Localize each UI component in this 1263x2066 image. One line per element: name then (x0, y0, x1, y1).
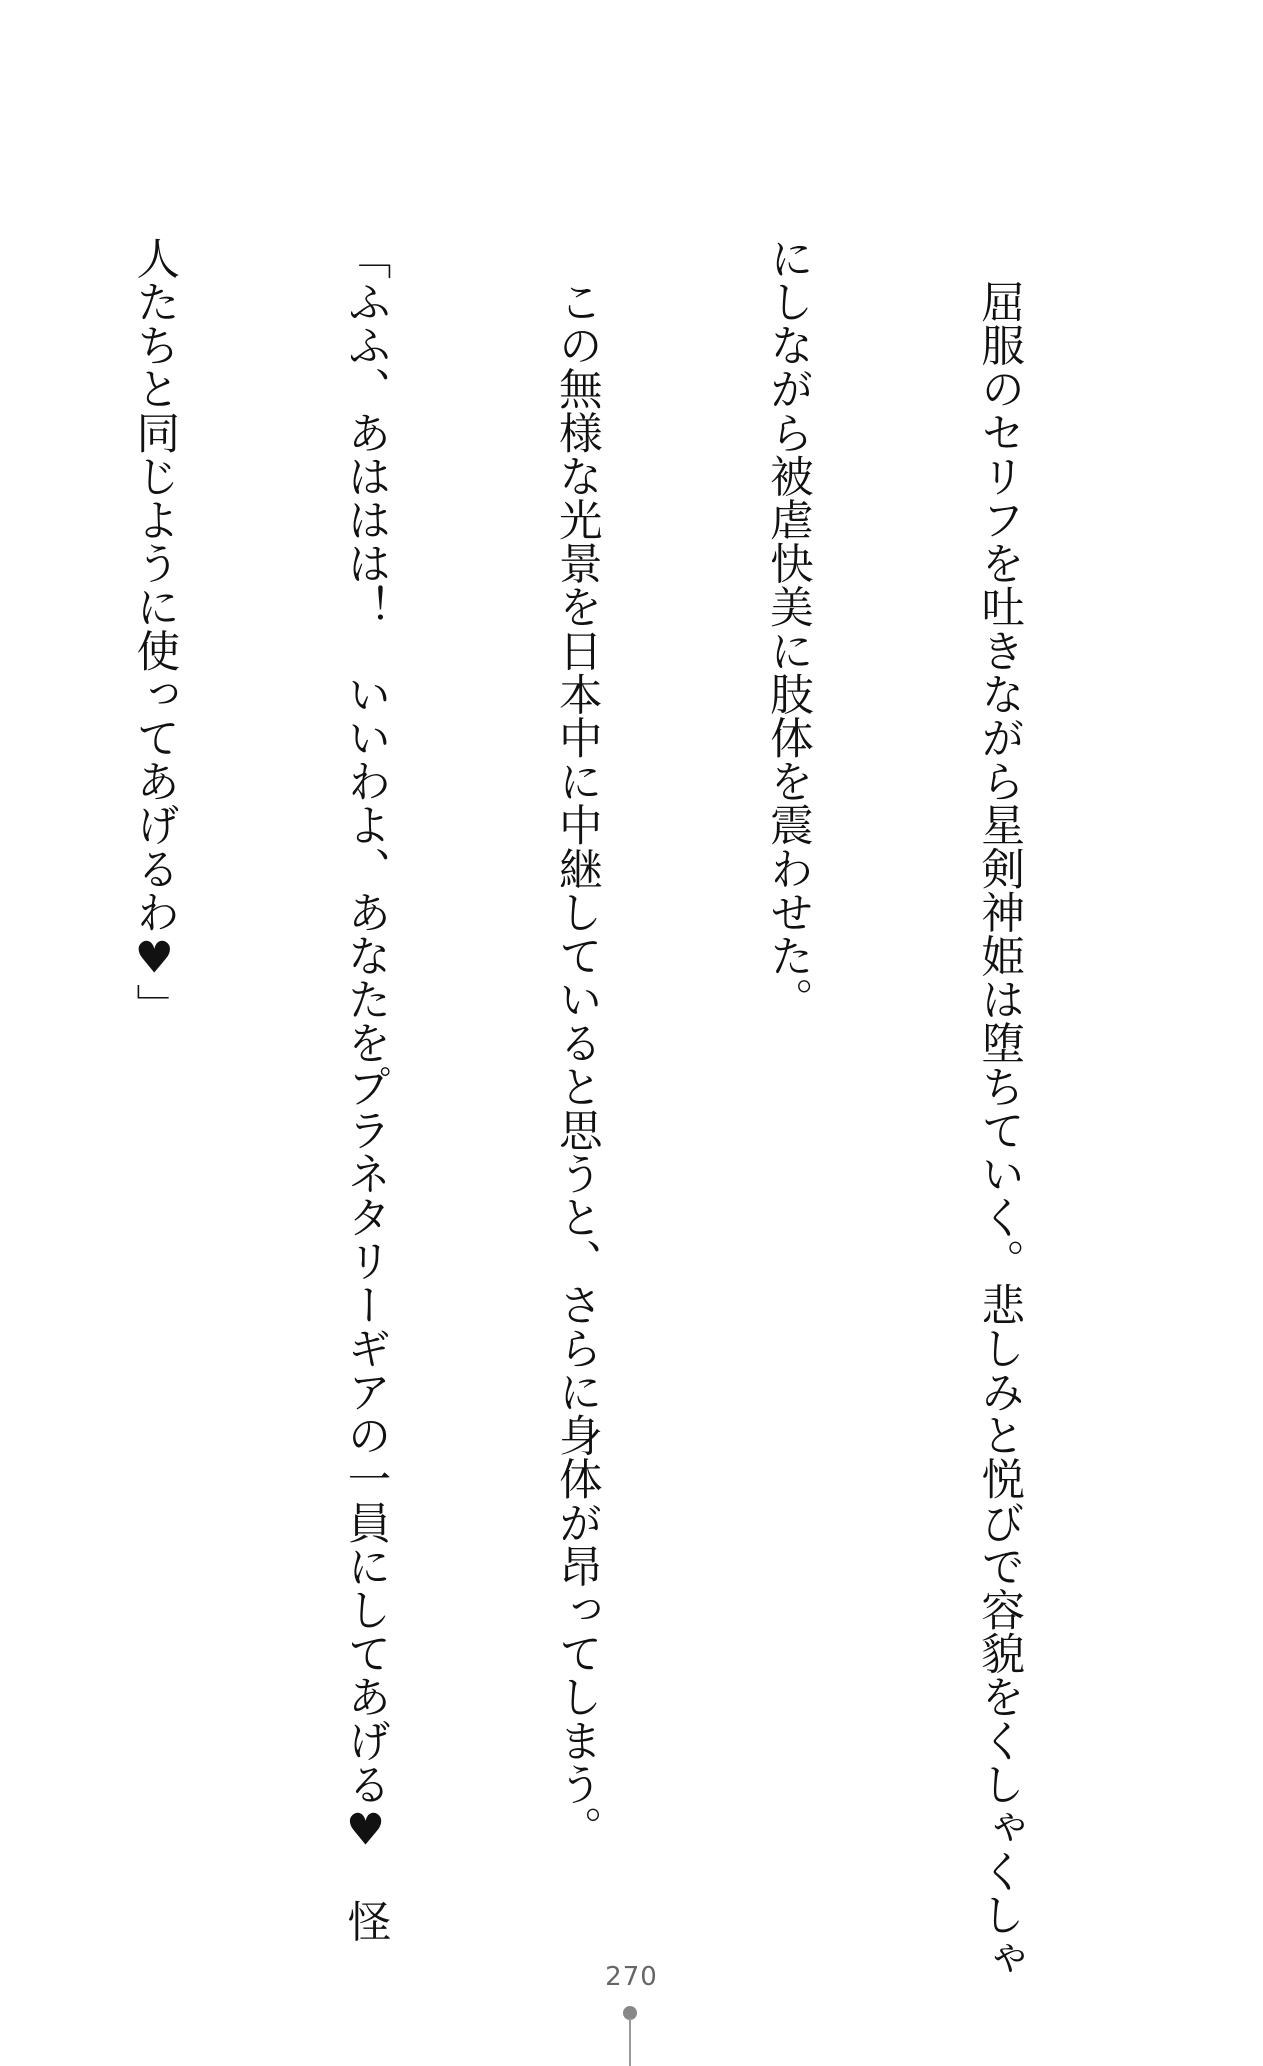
page-number-rule (629, 2018, 631, 2066)
page-number: 270 (605, 1962, 658, 1992)
text-line: 「ふふ、あははは！ いいわよ、あなたをプラネタリーギアの一員にしてあげる♥ 怪 (340, 236, 391, 1943)
text-line: 人たちと同じように使ってあげるわ♥」 (129, 236, 180, 1028)
text-line: にしながら被虐快美に肢体を震わせた。 (762, 236, 813, 1021)
text-line: この無様な光景を日本中に中継していると思うと、さらに身体が昂ってしまう。 (551, 236, 602, 1850)
text-line: 屈服のセリフを吐きながら星剣神姫は堕ちていく。悲しみと悦びで容貌をくしゃくしゃ (974, 236, 1025, 1980)
